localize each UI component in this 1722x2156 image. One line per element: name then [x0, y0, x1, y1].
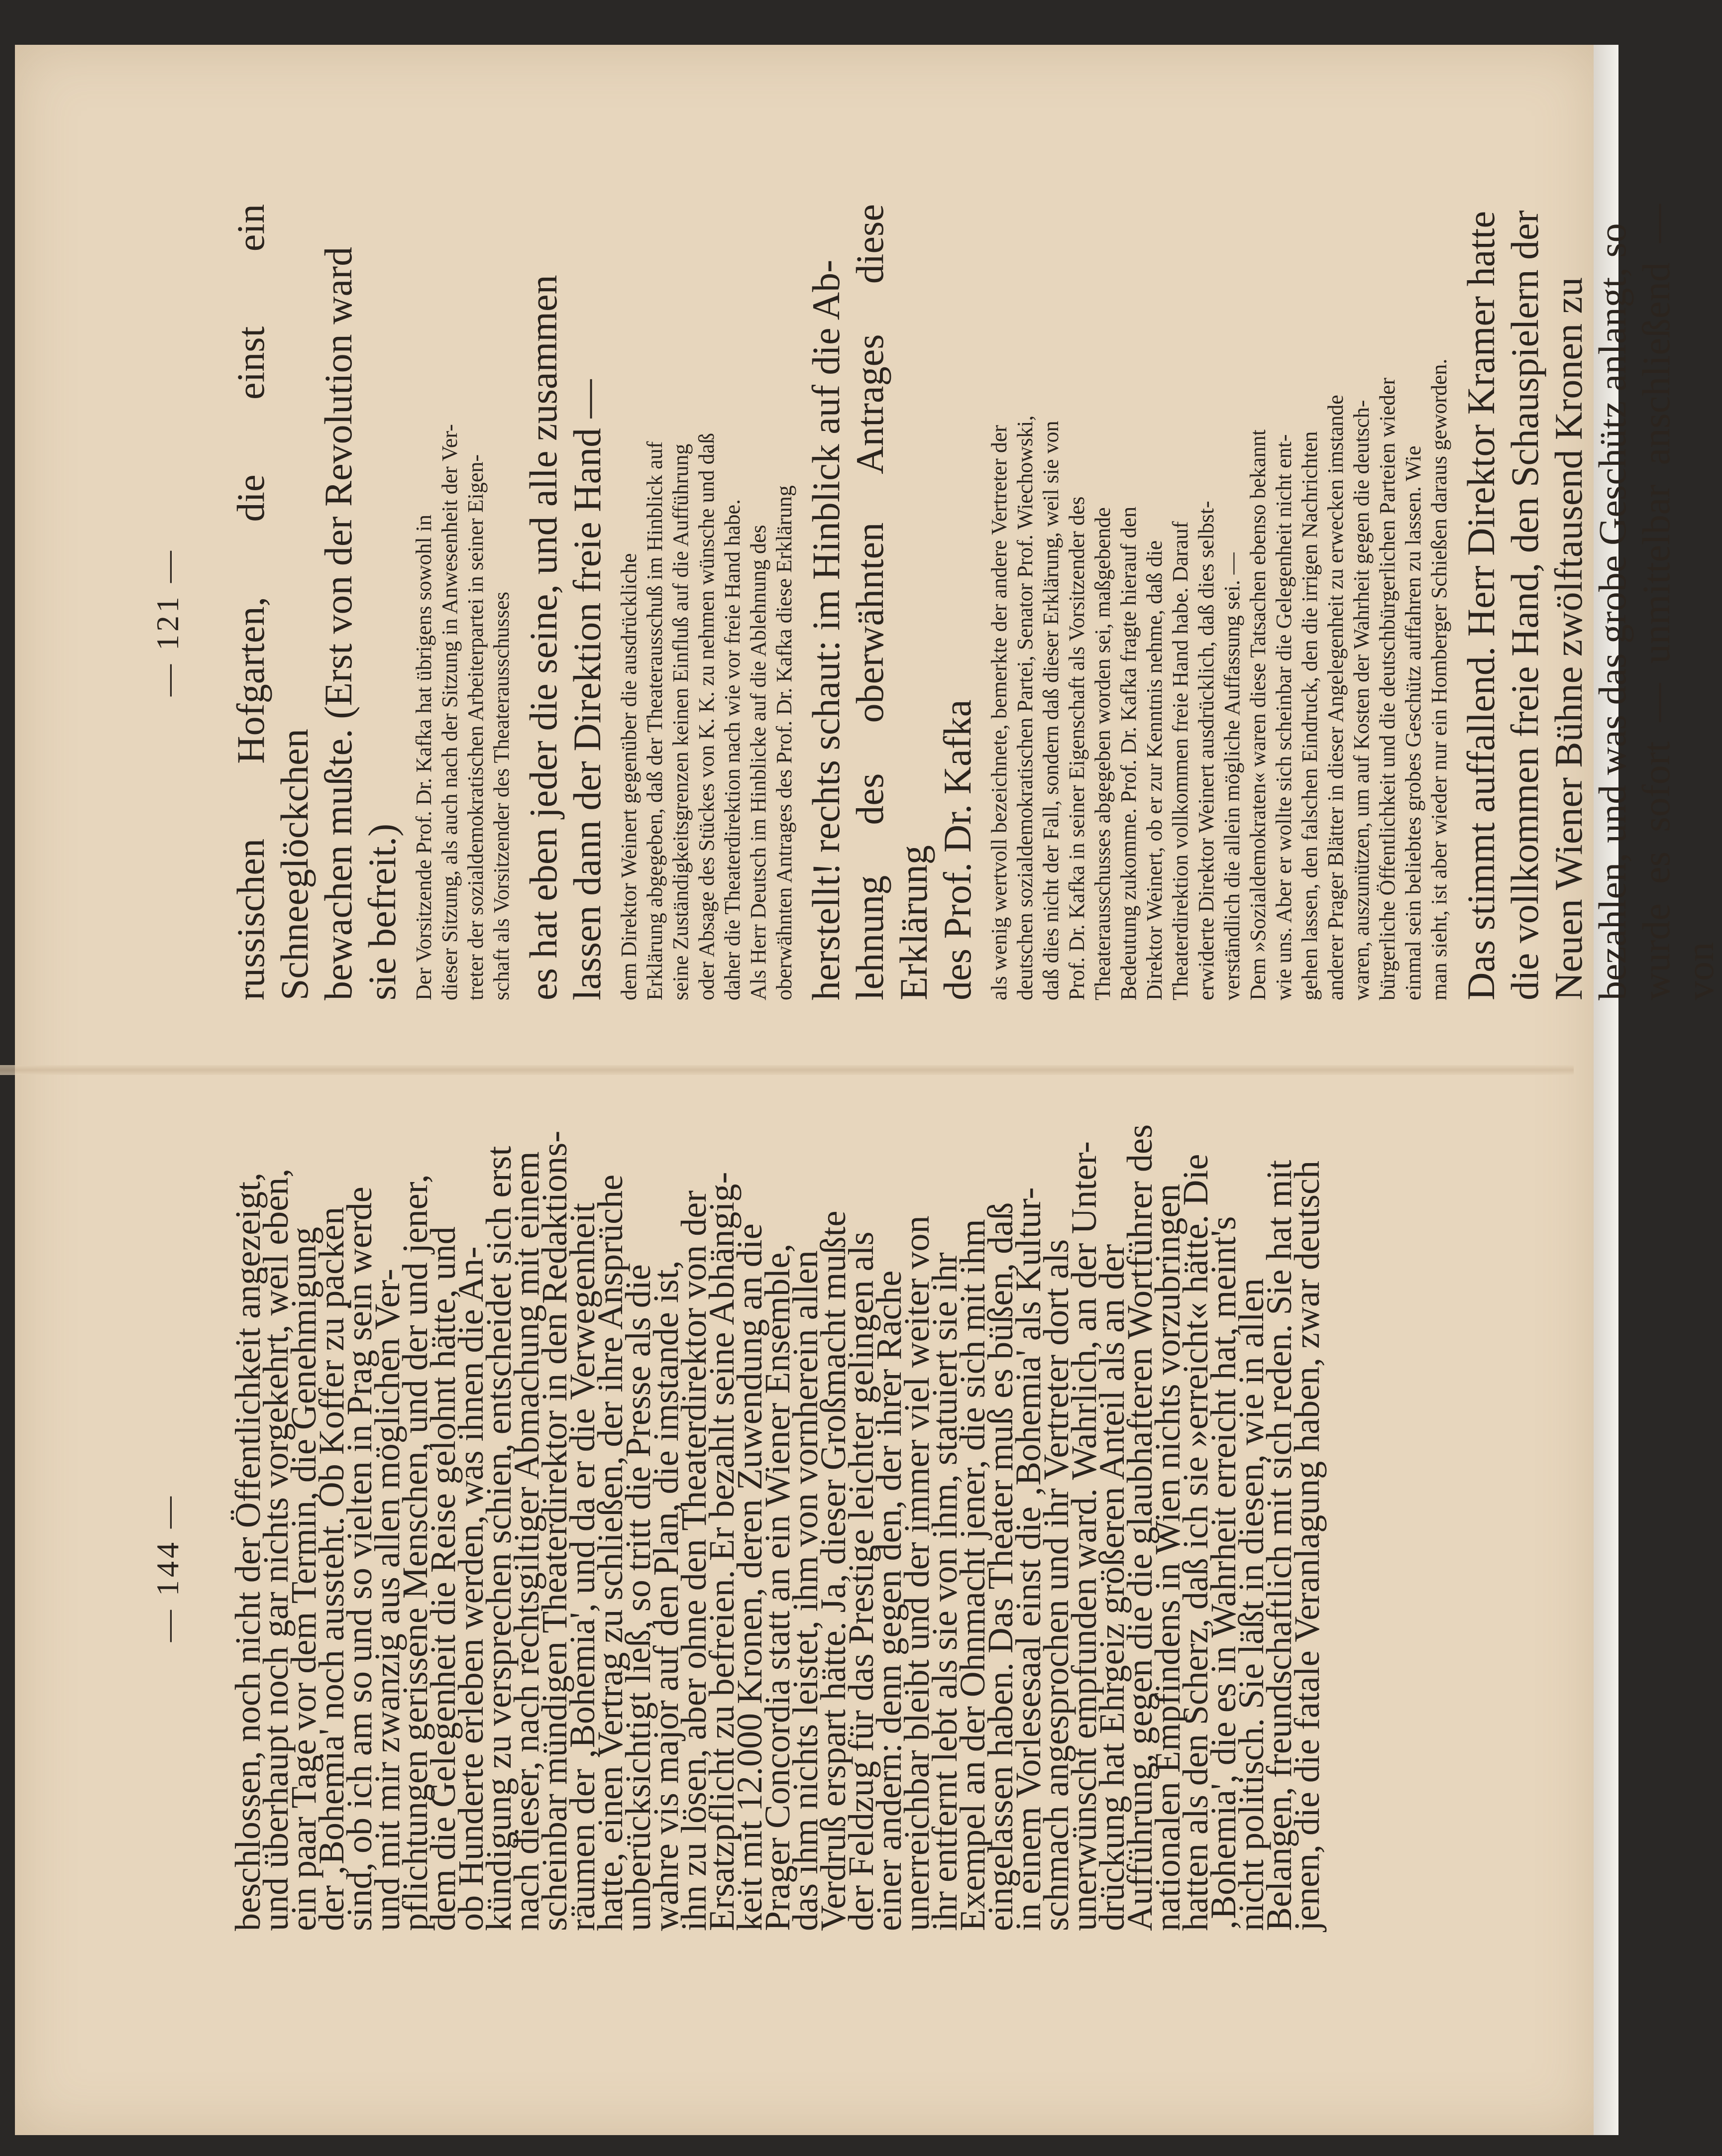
upper-note-3: als wenig wertvoll bezeichnete, bemerkte der andere Vertreter der deutschen sozialdemokratischen Partei, Senator Prof. Wiechowski, daß dies nicht der Fall, sondern daß dieser Erklärung, weil sie von Prof. Dr. Kafka in seiner Eigenschaft als Vorsitzender des Theaterausschusses abgegeben worden sei, maßgebende Bedeutung zukomme. Prof. Dr. Kafka fragte hierauf den Direktor Weinert, ob er zur Kenntnis nehme, daß die Theaterdirektion vollkommen freie Hand habe. Darauf erwiderte Direktor Weinert ausdrücklich, daß dies selbst- verständlich die allein mögliche Auffassung sei. — Dem »Sozialdemokraten« waren diese Tatsachen ebenso bekannt wie uns. Aber er wollte sich scheinbar die Gelegenheit nicht ent- gehen lassen, den falschen Eindruck, den die irrigen Nachrichten anderer Prager Blätter in dieser Angelegenheit zu erwecken imstande waren, auszunützen, um auf Kosten der Wahrheit gegen die deutsch- bürgerliche Öffentlichkeit und die deutschbürgerlichen Parteien wieder einmal sein beliebtes grobes Geschütz auffahren zu lassen. Wie man sieht, ist aber wieder nur ein Homberger Schießen daraus geworden. — [987, 358, 1451, 1000]
upper-text-1: russischen Hofgarten, die einst ein Schneeglöckchen bewachen mußte. (Erst von der Revolution ward sie befreit.) — [229, 204, 404, 1000]
upper-text-4: Das stimmt auffallend. Herr Direktor Kramer hatte die vollkommen freie Hand, den Schauspielern der Neuen Wiener Bühne zwölftausend Kronen zu bezahlen, und was das grobe Geschütz anlangt, so wurde es sofort — unmittelbar anschließend — von — [1459, 204, 1722, 1000]
lower-page-text — [228, 1105, 1428, 1931]
upper-note-1: Der Vorsitzende Prof. Dr. Kafka hat übrigens sowohl in dieser Sitzung, als auch nach der Sitzung in Anwesenheit der Ver- treter der sozialdemokratischen Arbeiterpartei in seiner Eigen- schaft als Vorsitzender des Theaterausschusses — [412, 424, 514, 1000]
upper-note-2: dem Direktor Weinert gegenüber die ausdrückliche Erklärung abgegeben, daß der Theaterausschuß im Hinblick auf seine Zuständigkeitsgrenzen keinen Einfluß auf die Aufführung oder Absage des Stückes von K. K. zu nehmen wünsche und daß daher die Theaterdirektion nach wie vor freie Hand habe. Als Herr Deutsch im Hinblicke auf die Ablehnung des oberwähnten Antrages des Prof. Dr. Kafka diese Erklärung — [617, 432, 796, 1000]
page-number-121: — 121 — — [150, 548, 185, 696]
upper-text-3: herstellt! rechts schaut: im Hinblick auf die Ab- lehnung des oberwähnten Antrages diese Erklärung des Prof. Dr. Kafka — [804, 204, 979, 1000]
book-fold — [0, 1065, 1574, 1075]
upper-text-2: es hat eben jeder die seine, und alle zusammen lassen dann der Direktion freie Hand — — [522, 275, 609, 1000]
lower-text: beschlossen, noch nicht der Öffentlichkeit angezeigt, und überhaupt noch gar nichts vorgekehrt, weil eben, ein paar Tage vor dem Termin, die Genehmigung der ‚Bohemia' noch aussteht. Ob Koffer zu packen sind, ob ich am so und so vielten in Prag sein werde und mit mir zwanzig aus allen möglichen Ver- pflichtungen gerissene Menschen, und der und jener, dem die Gelegenheit die Reise gelohnt hätte, und ob Hunderte erleben werden, was ihnen die An- kündigung zu versprechen schien, entscheidet sich erst nach dieser, nach rechtsgiltiger Abmachung mit einem scheinbar mündigen Theaterdirektor in den Redaktions- räumen der ‚Bohemia', und da er die Verwegenheit hatte, einen Vertrag zu schließen, der ihre Ansprüche unberücksichtigt ließ, so tritt die Presse als die wahre vis major auf den Plan, die imstande ist, ihn zu lösen, aber ohne den Theaterdirektor von der Ersatzpflicht zu befreien. Er bezahlt seine Abhängig- keit mit 12.000 Kronen, deren Zuwendung an die Prager Concordia statt an ein Wiener Ensemble, das ihm nichts leistet, ihm von vornherein allen Verdruß erspart hätte. Ja, dieser Großmacht mußte der Feldzug für das Prestige leichter gelingen als einer andern: denn gegen den, der ihrer Rache unerreichbar bleibt und der immer viel weiter von ihr entfernt lebt als sie von ihm, statuiert sie ihr Exempel an der Ohnmacht jener, die sich mit ihm eingelassen haben. Das Theater muß es büßen, daß in einem Vorlesesaal einst die ‚Bohemia' als Kultur- schmach angesprochen und ihr Vertreter dort als unerwünscht empfunden ward. Wahrlich, an der Unter- drückung hat Ehrgeiz größeren Anteil als an der Aufführung, gegen die die glaubhafteren Wortführer des nationalen Empfindens in Wien nichts vorzubringen hatten als den Scherz, daß ich sie »erreicht« hätte. Die ‚Bohemia', die es in Wahrheit erreicht hat, meint's nicht politisch. Sie läßt in diesen, wie in allen Belangen, freundschaftlich mit sich reden. Sie hat mit jenen, die die fatale Veranlagung haben, zwar deutsch — [228, 1124, 1327, 1931]
upper-page-text — [229, 204, 1722, 1000]
page-number-144: — 144 — — [150, 1494, 185, 1642]
